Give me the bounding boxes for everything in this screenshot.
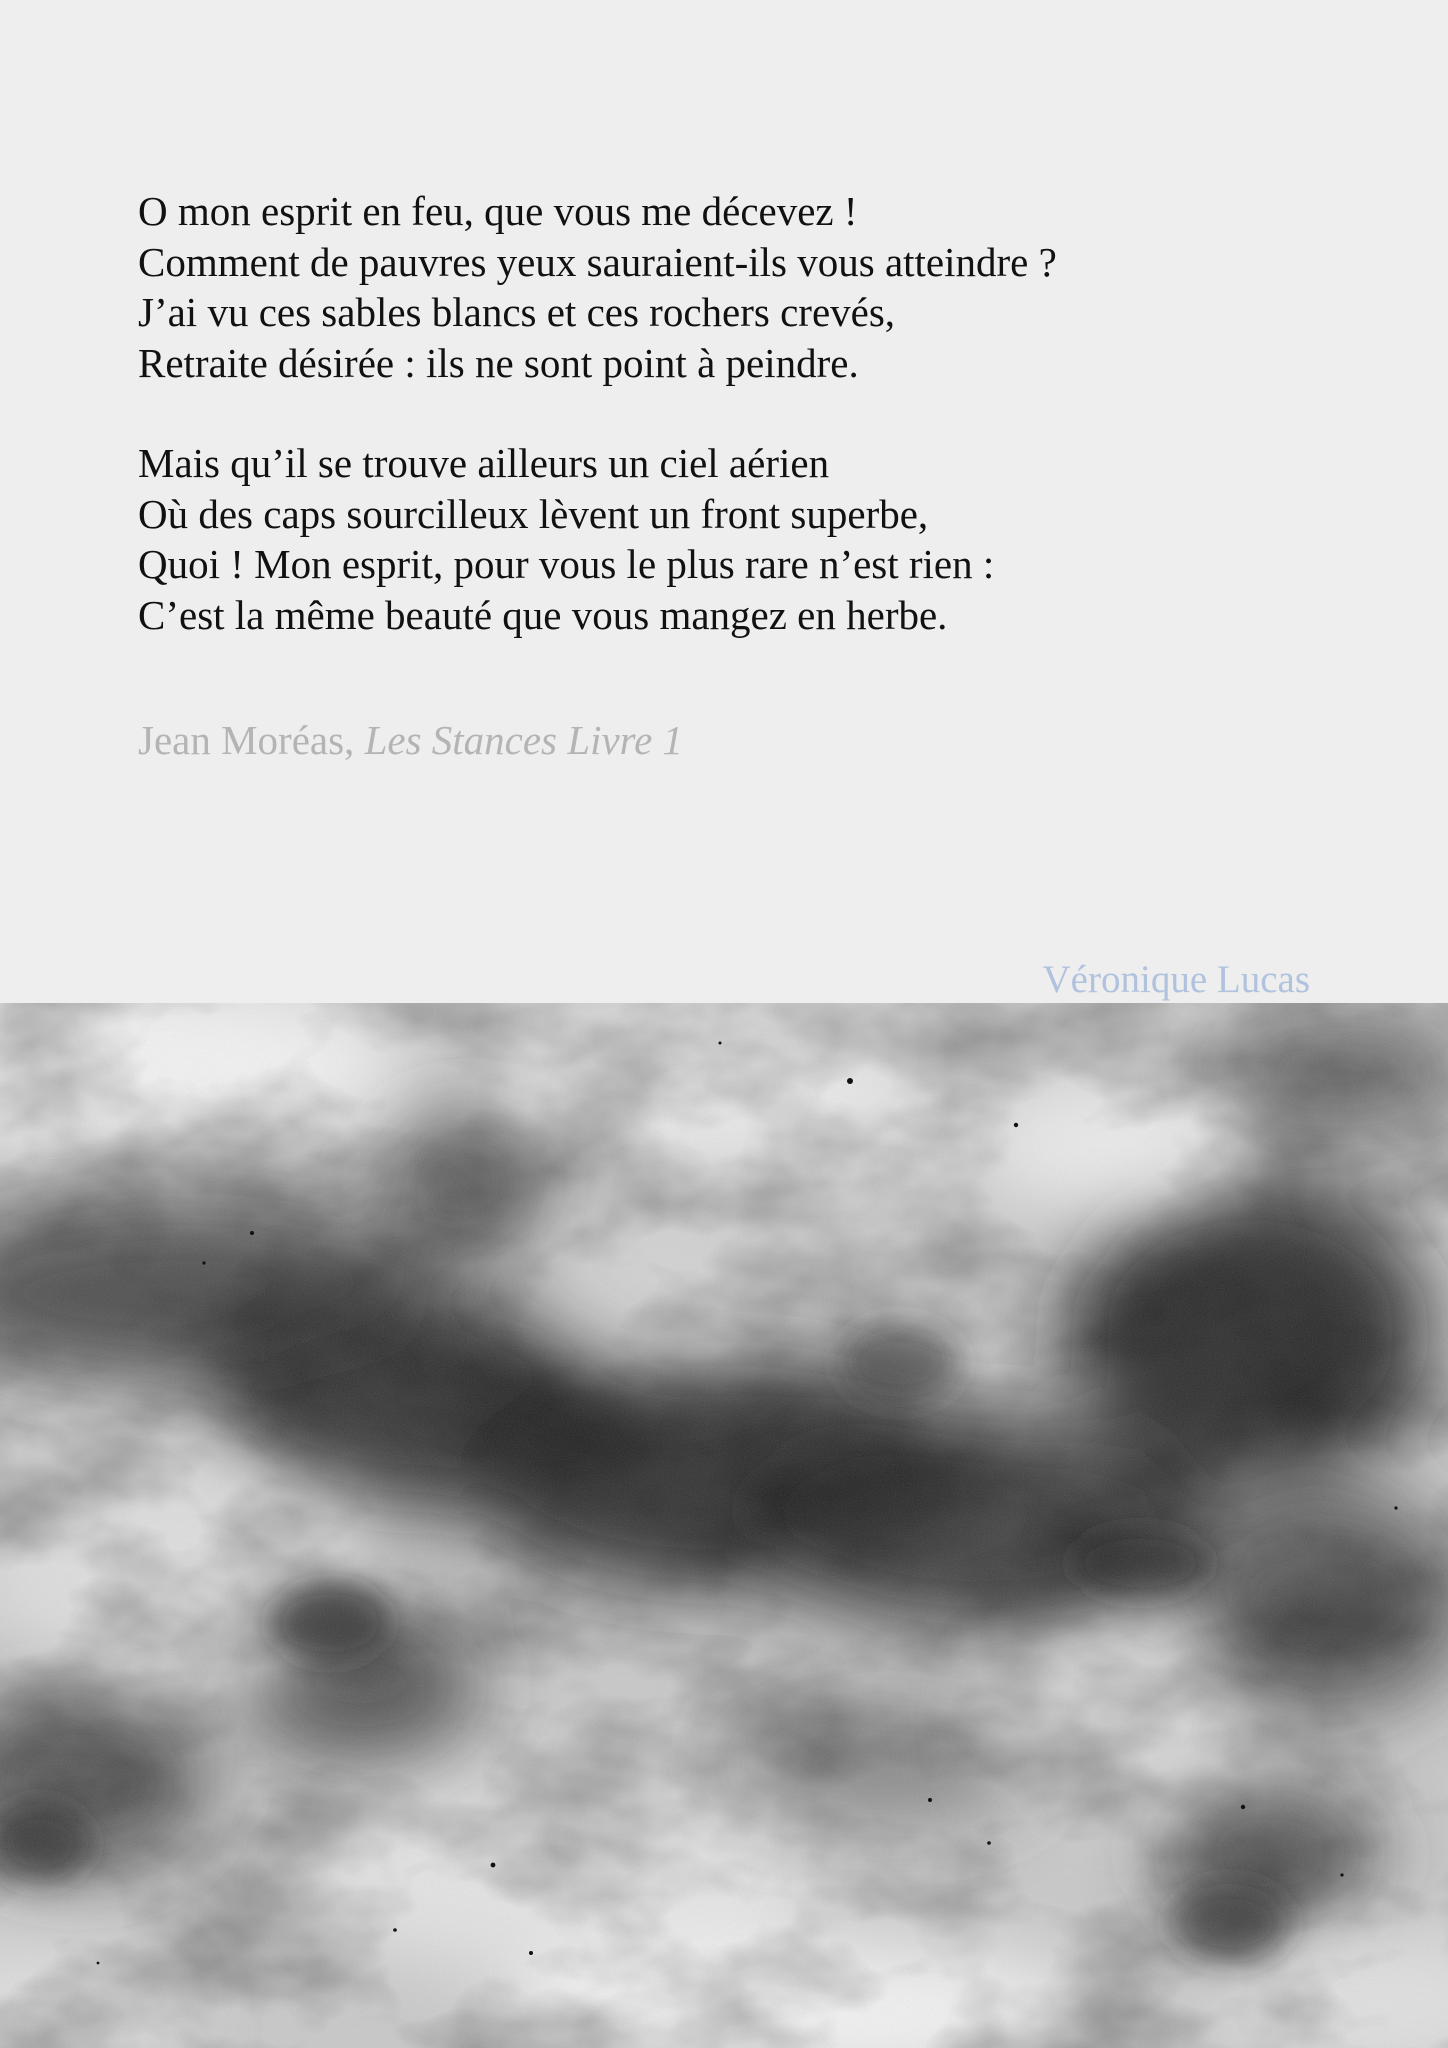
poem-line: O mon esprit en feu, que vous me décevez ! xyxy=(138,188,858,234)
stanza-1 xyxy=(138,186,1338,388)
poem-line: Quoi ! Mon esprit, pour vous le plus rare n’est rien : xyxy=(138,541,995,587)
poem-line: Mais qu’il se trouve ailleurs un ciel aérien xyxy=(138,440,830,486)
attribution-author: Jean Moréas, xyxy=(138,717,365,763)
cloud-texture-image xyxy=(0,1003,1448,2048)
poem xyxy=(138,186,1338,690)
poem-line: Où des caps sourcilleux lèvent un front superbe, xyxy=(138,490,929,537)
artist-credit: Véronique Lucas xyxy=(1042,958,1310,1001)
cloud-photograph xyxy=(0,1003,1448,2048)
attribution-work-title: Les Stances Livre 1 xyxy=(364,717,684,763)
stanza-2 xyxy=(138,438,1338,640)
poem-attribution xyxy=(138,715,683,765)
poem-line: Comment de pauvres yeux sauraient-ils vous atteindre ? xyxy=(138,238,1057,285)
poem-line: J’ai vu ces sables blancs et ces rochers crevés, xyxy=(138,289,896,335)
poem-line: C’est la même beauté que vous mangez en herbe. xyxy=(138,591,948,638)
poem-line: Retraite désirée : ils ne sont point à peindre. xyxy=(138,339,859,386)
